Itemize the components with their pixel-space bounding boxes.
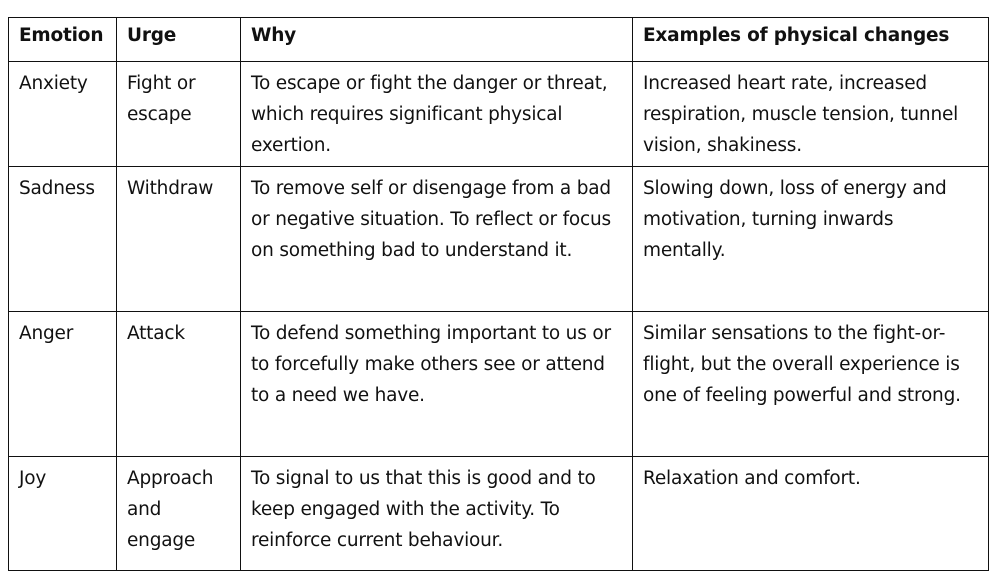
header-emotion: Emotion — [9, 18, 117, 62]
cell-physical: Relaxation and comfort. — [633, 457, 989, 571]
cell-why: To escape or fight the danger or threat, which requires significant physical exertion. — [241, 62, 633, 167]
header-urge: Urge — [117, 18, 241, 62]
table-row — [9, 312, 989, 457]
cell-physical: Increased heart rate, increased respiration, muscle tension, tunnel vision, shakiness. — [633, 62, 989, 167]
cell-why: To signal to us that this is good and to keep engaged with the activity. To reinforce current behaviour. — [241, 457, 633, 571]
cell-physical: Slowing down, loss of energy and motivation, turning inwards mentally. — [633, 167, 989, 312]
cell-emotion: Sadness — [9, 167, 117, 312]
header-why: Why — [241, 18, 633, 62]
table-row — [9, 457, 989, 571]
cell-why: To defend something important to us or to forcefully make others see or attend to a need we have. — [241, 312, 633, 457]
cell-urge: Fight or escape — [117, 62, 241, 167]
cell-why: To remove self or disengage from a bad or negative situation. To reflect or focus on something bad to understand it. — [241, 167, 633, 312]
cell-emotion: Anxiety — [9, 62, 117, 167]
table-header-row — [9, 18, 989, 62]
cell-physical: Similar sensations to the fight-or-flight, but the overall experience is one of feeling powerful and strong. — [633, 312, 989, 457]
cell-urge: Attack — [117, 312, 241, 457]
table-row — [9, 62, 989, 167]
header-physical-changes: Examples of physical changes — [633, 18, 989, 62]
cell-urge: Approach and engage — [117, 457, 241, 571]
emotions-table — [8, 17, 989, 571]
cell-emotion: Anger — [9, 312, 117, 457]
table-row — [9, 167, 989, 312]
cell-urge: Withdraw — [117, 167, 241, 312]
cell-emotion: Joy — [9, 457, 117, 571]
